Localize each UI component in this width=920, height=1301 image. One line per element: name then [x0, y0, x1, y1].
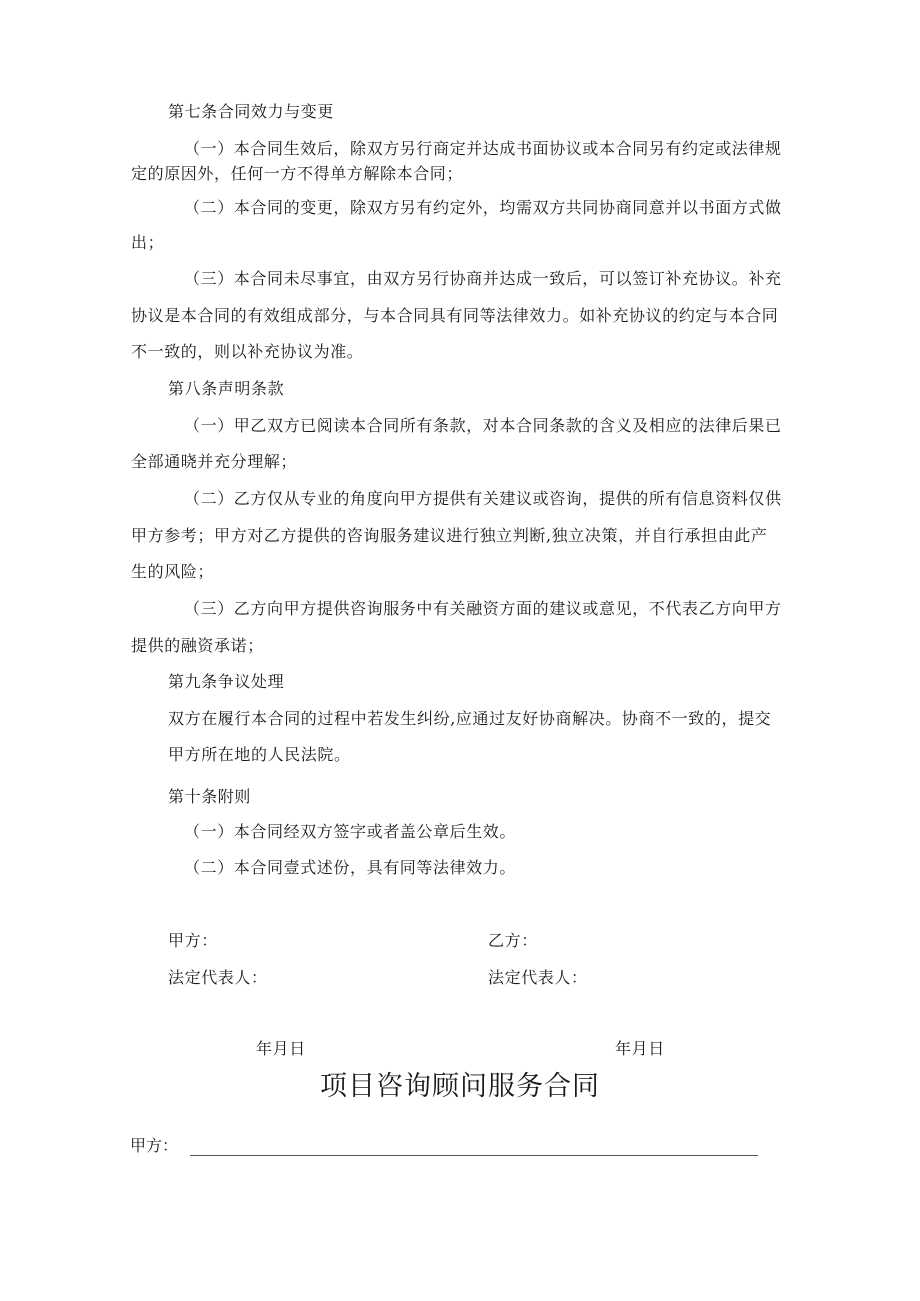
article8-clause2-line3: 生的风险； — [131, 562, 215, 581]
article7-clause2-line2: 出； — [131, 233, 165, 252]
article7-clause2-line1: （二）本合同的变更，除双方另有约定外，均需双方共同协商同意并以书面方式做 — [184, 198, 782, 217]
article10-clause1: （一）本合同经双方签字或者盖公章后生效。 — [184, 822, 517, 841]
contract-title: 项目咨询顾问服务合同 — [320, 1071, 600, 1102]
article9-heading: 第九条争议处理 — [168, 672, 285, 691]
article7-clause3-line1: （三）本合同未尽事宜，由双方另行协商并达成一致后，可以签订补充协议。补充 — [184, 269, 782, 288]
signature-date-b: 年月日 — [615, 1039, 665, 1058]
article8-clause3-line2: 提供的融资承诺； — [131, 636, 264, 655]
article8-clause2-line2: 甲方参考；甲方对乙方提供的咨询服务建议进行独立判断,独立决策，并自行承担由此产 — [131, 526, 768, 545]
party-a-label: 甲方： — [130, 1136, 179, 1155]
article8-clause3-line1: （三）乙方向甲方提供咨询服务中有关融资方面的建议或意见，不代表乙方向甲方 — [184, 599, 782, 618]
article7-clause1-line2: 定的原因外，任何一方不得单方解除本合同； — [131, 164, 464, 183]
signature-rep-a: 法定代表人： — [168, 968, 268, 987]
signature-rep-b: 法定代表人： — [488, 968, 588, 987]
article10-heading: 第十条附则 — [168, 787, 252, 806]
article7-heading: 第七条合同效力与变更 — [168, 102, 335, 121]
article9-clause-line1: 双方在履行本合同的过程中若发生纠纷,应通过友好协商解决。协商不一致的，提交 — [168, 709, 772, 728]
signature-party-a: 甲方： — [168, 931, 218, 950]
signature-party-b: 乙方： — [488, 931, 538, 950]
article8-clause2-line1: （二）乙方仅从专业的角度向甲方提供有关建议或咨询，提供的所有信息资料仅供 — [184, 489, 782, 508]
party-a-blank-line[interactable] — [190, 1155, 758, 1156]
article9-clause-line2: 甲方所在地的人民法院。 — [168, 745, 351, 764]
article8-clause1-line1: （一）甲乙双方已阅读本合同所有条款，对本合同条款的含义及相应的法律后果已 — [184, 416, 782, 435]
article7-clause3-line2: 协议是本合同的有效组成部分，与本合同具有同等法律效力。如补充协议的约定与本合同 — [131, 306, 779, 325]
article8-heading: 第八条声明条款 — [168, 379, 285, 398]
article8-clause1-line2: 全部通晓并充分理解； — [131, 452, 298, 471]
article7-clause1-line1: （一）本合同生效后，除双方另行商定并达成书面协议或本合同另有约定或法律规 — [184, 139, 782, 158]
signature-date-a: 年月日 — [256, 1039, 306, 1058]
article10-clause2: （二）本合同壹式述份，具有同等法律效力。 — [184, 858, 517, 877]
article7-clause3-line3: 不一致的，则以补充协议为准。 — [131, 342, 364, 361]
